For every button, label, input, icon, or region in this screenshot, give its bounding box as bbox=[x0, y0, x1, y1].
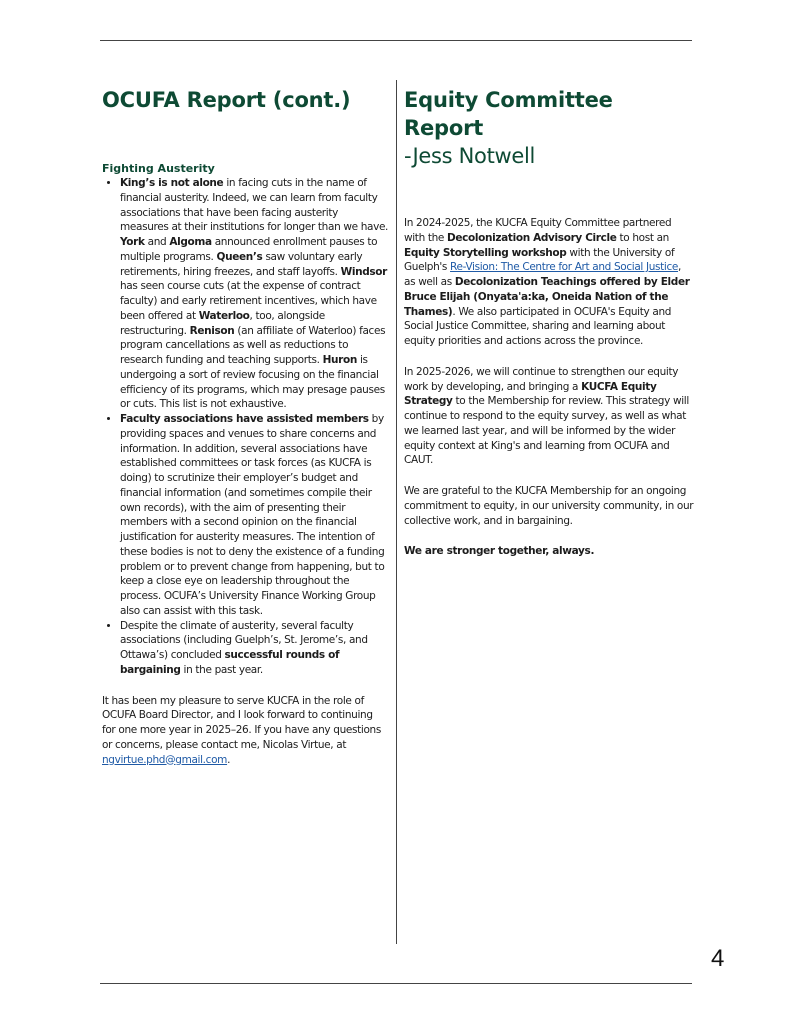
column-divider bbox=[396, 80, 397, 944]
bottom-rule bbox=[100, 983, 692, 984]
right-column bbox=[404, 86, 694, 559]
bold-text: Faculty associations have assisted members bbox=[120, 413, 369, 425]
austerity-bullet-list bbox=[102, 176, 389, 678]
text-run: saw voluntary early retirements, hiring freezes, and staff layoffs. bbox=[120, 250, 363, 278]
text-run: to host an bbox=[616, 231, 669, 244]
text-run: Despite the climate of austerity, several faculty associations (including Guelph’s, St. Jerome’s, and Ottawa’s) concluded bbox=[120, 619, 368, 661]
bold-text: KUCFA Equity Strategy bbox=[404, 380, 657, 408]
text-run: . We also participated in OCUFA's Equity and Social Justice Committee, sharing and learning about equity priorities and actions across the province. bbox=[404, 305, 672, 347]
bullet-successful-bargaining bbox=[120, 619, 389, 678]
equity-paragraph-2025 bbox=[404, 365, 694, 468]
bold-text: Decolonization Advisory Circle bbox=[447, 231, 617, 244]
bold-text: Waterloo bbox=[198, 309, 250, 322]
fighting-austerity-heading: Fighting Austerity bbox=[102, 162, 215, 175]
text-run: has seen course cuts (at the expense of contract faculty) and early retirement incentives, which have been offered at bbox=[120, 280, 377, 322]
equity-paragraph-2024 bbox=[404, 216, 694, 349]
bold-text: King’s is not alone bbox=[120, 177, 224, 189]
bold-text: We are stronger together, always. bbox=[404, 545, 595, 558]
bold-text: Queen’s bbox=[216, 250, 263, 263]
top-rule bbox=[100, 40, 692, 41]
equity-paragraph-gratitude bbox=[404, 484, 694, 528]
bold-text: Equity Storytelling workshop bbox=[404, 246, 567, 259]
bold-text: successful rounds of bargaining bbox=[120, 649, 340, 676]
text-run: , as well as bbox=[404, 261, 682, 288]
text-run: , too, alongside restructuring. bbox=[120, 309, 325, 337]
bold-text: Windsor bbox=[340, 265, 387, 278]
text-run: We are grateful to the KUCFA Membership for an ongoing commitment to equity, in our university community, in our collective work, and in bargaining. bbox=[404, 485, 694, 527]
bold-text: Algoma bbox=[169, 236, 212, 248]
text-run: (an affiliate of Waterloo) faces program cancellations as well as reductions to research funding and teaching supports. bbox=[120, 324, 386, 366]
inline-link[interactable]: ngvirtue.phd@gmail.com bbox=[102, 753, 228, 766]
text-run: In 2024-2025, the KUCFA Equity Committee partnered with the bbox=[404, 217, 672, 244]
page-number: 4 bbox=[711, 945, 725, 972]
equity-report-author: -Jess Notwell bbox=[404, 144, 536, 168]
bullet-faculty-associations bbox=[120, 412, 389, 619]
text-run: in facing cuts in the name of financial austerity. Indeed, we can learn from faculty associations that have been facing austerity measures at their institutions for longer than we have. bbox=[120, 177, 389, 234]
text-run: . bbox=[227, 753, 231, 766]
text-run: by providing spaces and venues to share concerns and information. In addition, several associations have established committees or task forces (as KUCFA is doing) to scrutinize their employer’s budget and financial information (and sometimes compile their own records), with the aim of presenting their members with a second opinion on the financial justification for austerity measures. The intention of these bodies is not to deny the existence of a funding problem or to prevent change from happening, but to keep a close eye on leadership throughout the process. OCUFA’s University Finance Working Group also can assist with this task. bbox=[120, 413, 385, 617]
text-run: It has been my pleasure to serve KUCFA in the role of OCUFA Board Director, and I look forward to continuing for one more year in 2025–26. If you have any questions or concerns, please contact me, Nicolas Virtue, at bbox=[102, 694, 381, 751]
text-run: is undergoing a sort of review focusing on the financial efficiency of its programs, which may presage pauses or cuts. This list is not exhaustive. bbox=[120, 354, 385, 411]
left-column bbox=[102, 86, 389, 767]
text-run: In 2025-2026, we will continue to strengthen our equity work by developing, and bringing a bbox=[404, 365, 679, 393]
text-run: and bbox=[144, 236, 170, 248]
bold-text: Decolonization Teachings offered by Elder Bruce Elijah (Onyata'a:ka, Oneida Nation of the Thames) bbox=[404, 276, 690, 318]
text-run: to the Membership for review. This strategy will continue to respond to the equity survey, as well as what we learned last year, and will be informed by the wider equity context at King's and learning from OCUFA and CAUT. bbox=[404, 395, 689, 467]
equity-closing-line bbox=[404, 544, 694, 559]
inline-link[interactable]: Re-Vision: The Centre for Art and Social Justice bbox=[450, 261, 679, 274]
ocufa-closing-paragraph bbox=[102, 694, 389, 768]
bold-text: York bbox=[120, 236, 145, 248]
bold-text: Huron bbox=[322, 354, 357, 366]
bullet-kings-not-alone bbox=[120, 176, 389, 412]
text-run: in the past year. bbox=[180, 663, 263, 676]
bold-text: Renison bbox=[189, 324, 235, 337]
text-run: with the University of Guelph's bbox=[404, 246, 675, 274]
equity-report-title: Equity Committee Report bbox=[404, 88, 613, 140]
ocufa-report-title: OCUFA Report (cont.) bbox=[102, 88, 351, 112]
text-run: announced enrollment pauses to multiple programs. bbox=[120, 236, 378, 263]
